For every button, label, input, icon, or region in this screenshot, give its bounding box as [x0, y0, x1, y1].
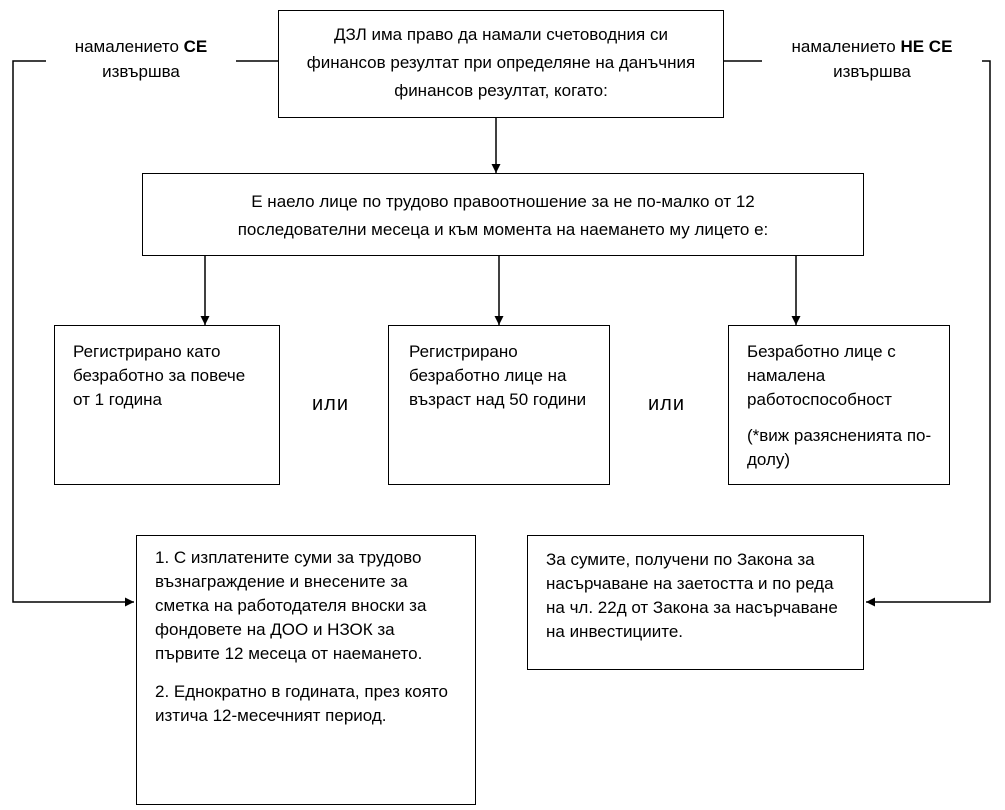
top-box-text: ДЗЛ има право да намали счетоводния си финансов резултат при определяне на данъчния финансов резултат, когато:: [306, 25, 696, 100]
result-yes-point-1: 1. С изплатените суми за трудово възнаграждение и внесените за сметка на работодателя вноски за фондовете на ДОО и НЗОК за първите 12 месеца от наемането.: [155, 548, 427, 663]
result-yes-point-2: 2. Еднократно в годината, през която изтича 12-месечният период.: [155, 682, 448, 725]
left-path-label: [46, 34, 236, 84]
right-path-label-line2: извършва: [833, 62, 911, 81]
left-path-label-bold: СЕ: [183, 37, 208, 56]
right-path-label-bold: НЕ СЕ: [900, 37, 953, 56]
left-path-label-prefix: намалението: [74, 37, 179, 56]
option-box-2: [388, 325, 610, 485]
option-box-3: [728, 325, 950, 485]
right-path-label: [762, 34, 982, 84]
or-label-1: или: [312, 393, 350, 415]
top-box: [278, 10, 724, 118]
option-3-note: (*виж разясненията по-долу): [747, 426, 932, 469]
result-yes-box: [136, 535, 476, 805]
result-no-text: За сумите, получени по Закона за насърчаване на заетостта и по реда на чл. 22д от Закона за насърчаване на инвестициите.: [546, 550, 838, 641]
middle-box: [142, 173, 864, 256]
result-no-box: [527, 535, 864, 670]
option-box-1: [54, 325, 280, 485]
option-1-text: Регистрирано като безработно за повече от 1 година: [73, 342, 246, 409]
option-2-text: Регистрирано безработно лице на възраст над 50 години: [409, 342, 587, 409]
right-path-label-prefix: намалението: [791, 37, 896, 56]
middle-box-text: Е наело лице по трудово правоотношение за не по-малко от 12 последователни месеца и към момента на наемането му лицето е:: [237, 192, 769, 239]
option-3-text: Безработно лице с намалена работоспособност: [747, 342, 896, 409]
left-path-label-line2: извършва: [102, 62, 180, 81]
or-label-2: или: [648, 393, 686, 415]
